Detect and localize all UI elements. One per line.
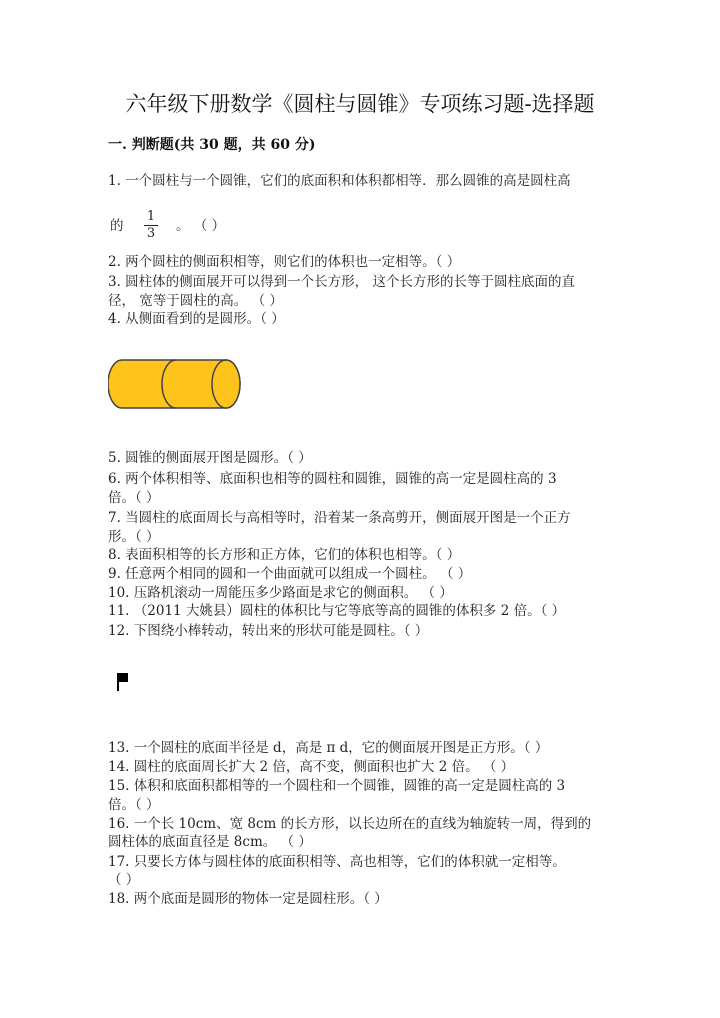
section-heading: 一. 判断题(共 30 题，共 60 分) — [108, 137, 316, 153]
flag-icon — [116, 672, 130, 692]
question-1-suffix: 。 （ ） — [176, 218, 226, 234]
question-line: 4. 从侧面看到的是圆形。（ ） — [108, 311, 285, 327]
fraction-numerator: 1 — [146, 209, 156, 224]
question-line: 3. 圆柱体的侧面展开可以得到一个长方形， 这个长方形的长等于圆柱底面的直 — [108, 274, 575, 290]
question-line: 11. （2011 大姚县）圆柱的体积比与它等底等高的圆锥的体积多 2 倍。（ ） — [108, 603, 566, 619]
question-line: 12. 下图绕小棒转动，转出来的形状可能是圆柱。（ ） — [108, 623, 429, 639]
question-line: 15. 体积和底面积都相等的一个圆柱和一个圆锥，圆锥的高一定是圆柱高的 3 — [108, 778, 566, 794]
question-line: 17. 只要长方体与圆柱体的底面积相等、高也相等，它们的体积就一定相等。 — [108, 854, 566, 870]
question-line: 6. 两个体积相等、底面积也相等的圆柱和圆锥，圆锥的高一定是圆柱高的 3 — [108, 471, 557, 487]
question-line: 倍。（ ） — [108, 797, 160, 813]
question-line: 倍。（ ） — [108, 490, 160, 506]
cylinder-lying-icon — [108, 356, 244, 412]
question-line: 18. 两个底面是圆形的物体一定是圆柱形。（ ） — [108, 891, 388, 907]
fraction-denominator: 3 — [146, 226, 156, 241]
question-line: 10. 压路机滚动一周能压多少路面是求它的侧面积。 （ ） — [108, 585, 453, 601]
question-line: 16. 一个长 10cm、宽 8cm 的长方形，以长边所在的直线为轴旋转一周，得到的 — [108, 816, 592, 832]
question-line: 5. 圆锥的侧面展开图是圆形。（ ） — [108, 450, 312, 466]
question-line: 径， 宽等于圆柱的高。 （ ） — [108, 293, 283, 309]
question-1-prefix: 的 — [110, 218, 124, 234]
question-line: 14. 圆柱的底面周长扩大 2 倍，高不变，侧面积也扩大 2 倍。 （ ） — [108, 759, 515, 775]
question-line: 形。（ ） — [108, 529, 160, 545]
page-title: 六年级下册数学《圆柱与圆锥》专项练习题-选择题 — [125, 92, 595, 116]
question-line: 圆柱体的底面直径是 8cm。 （ ） — [108, 834, 312, 850]
question-line: 7. 当圆柱的底面周长与高相等时，沿着某一条高剪开，侧面展开图是一个正方 — [108, 510, 571, 526]
question-line: 8. 表面积相等的长方形和正方体，它们的体积也相等。（ ） — [108, 547, 461, 563]
question-line: 2. 两个圆柱的侧面积相等，则它们的体积也一定相等。（ ） — [108, 254, 461, 270]
question-1-line-1: 1. 一个圆柱与一个圆锥，它们的底面积和体积都相等．那么圆锥的高是圆柱高 — [108, 173, 571, 189]
question-line: （ ） — [108, 872, 140, 888]
fraction-one-third — [144, 210, 158, 241]
question-line: 13. 一个圆柱的底面半径是 d，高是 π d，它的侧面展开图是正方形。（ ） — [108, 740, 549, 756]
question-line: 9. 任意两个相同的圆和一个曲面就可以组成一个圆柱。 （ ） — [108, 566, 472, 582]
